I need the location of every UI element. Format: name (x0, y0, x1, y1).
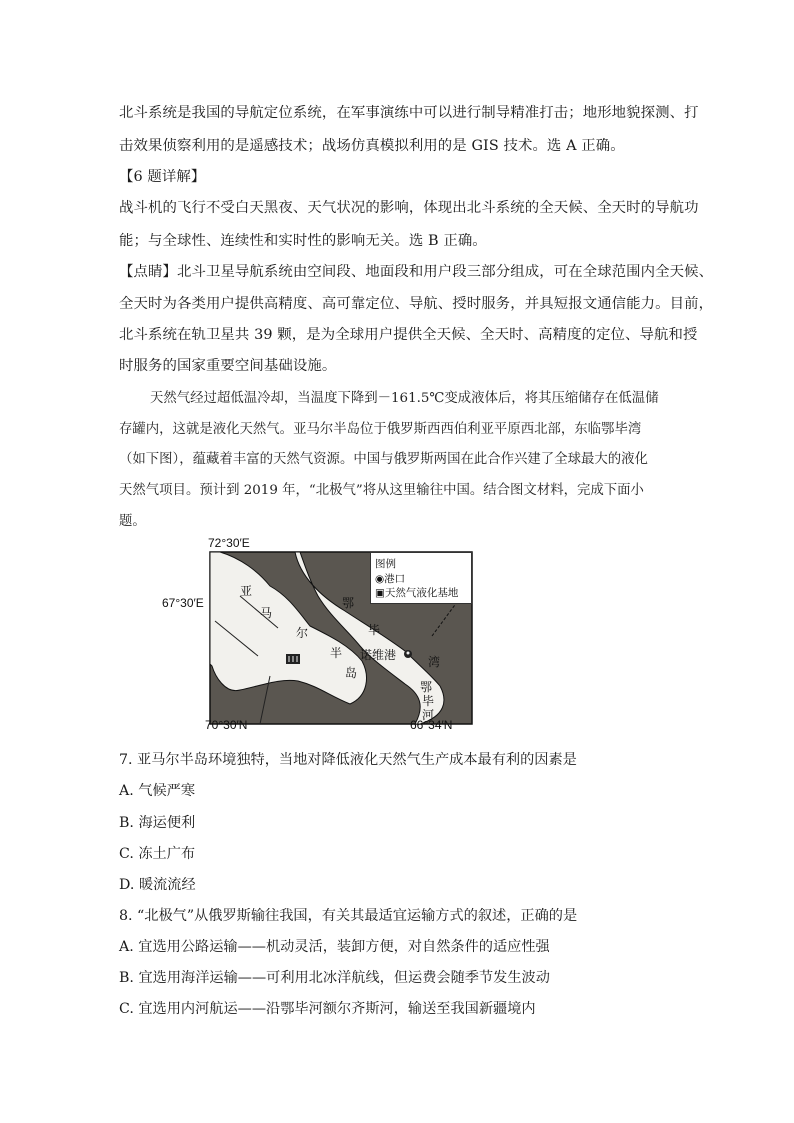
q8-stem: 8. “北极气”从俄罗斯输往我国，有关其最适宜运输方式的叙述，正确的是 (119, 908, 578, 924)
q8-option-a: A. 宜选用公路运输——机动灵活，装卸方便，对自然条件的适应性强 (119, 939, 550, 955)
port-icon: ◉ (375, 573, 385, 585)
para2-line2: 能；与全球性、连续性和实时性的影响无关。选 B 正确。 (119, 233, 487, 249)
note-line2: 全天时为各类用户提供高精度、高可靠定位、导航、授时服务，并具短报文通信能力。目前， (119, 296, 714, 312)
q7-option-d: D. 暖流流经 (119, 877, 196, 893)
legend-lng-row (375, 585, 458, 600)
passage-line4: 天然气项目。预计到 2019 年，“北极气”将从这里输往中国。结合图文材料，完成下面小 (119, 483, 644, 498)
q7-option-b: B. 海运便利 (119, 815, 196, 831)
note-line3: 北斗系统在轨卫星共 39 颗，是为全球用户提供全天候、全天时、高精度的定位、导航和授 (119, 327, 698, 343)
note-line4: 时服务的国家重要空间基础设施。 (119, 358, 337, 374)
passage-line1: 天然气经过超低温冷却，当温度下降到－161.5℃变成液体后，将其压缩储存在低温储 (150, 391, 659, 406)
bay-char: 鄂 (342, 596, 355, 610)
peninsula-char: 尔 (296, 626, 309, 640)
lon-label-left: 67°30′E (162, 596, 204, 610)
legend-port-row (375, 571, 405, 586)
legend-lng-label: 天然气液化基地 (384, 587, 459, 599)
q8-option-b: B. 宜选用海洋运输——可利用北冰洋航线，但运费会随季节发生波动 (119, 970, 550, 986)
river-char: 河 (422, 708, 435, 722)
bay-char: 毕 (368, 623, 381, 637)
peninsula-char: 马 (260, 606, 273, 620)
map-legend (370, 552, 472, 604)
para1-line2: 击效果侦察利用的是遥感技术；战场仿真模拟利用的是 GIS 技术。选 A 正确。 (119, 138, 625, 154)
lng-base-symbol (286, 654, 300, 664)
yamal-map (162, 536, 475, 740)
q7-option-a: A. 气候严寒 (119, 783, 196, 799)
bay-char: 湾 (428, 655, 441, 669)
legend-port-label: 港口 (384, 573, 406, 585)
q7-stem: 7. 亚马尔半岛环境独特，当地对降低液化天然气生产成本最有利的因素是 (119, 752, 577, 768)
lng-base-icon: ▣ (375, 587, 385, 599)
peninsula-char: 岛 (345, 666, 358, 680)
q8-option-c: C. 宜选用内河航运——沿鄂毕河额尔齐斯河，输送至我国新疆境内 (119, 1001, 536, 1017)
peninsula-char: 亚 (240, 584, 253, 598)
para1-line1: 北斗系统是我国的导航定位系统，在军事演练中可以进行制导精准打击；地形地貌探测、打 (119, 105, 699, 121)
peninsula-char: 半 (330, 646, 343, 660)
river-char: 毕 (422, 694, 435, 708)
note-text: 北斗卫星导航系统由空间段、地面段和用户段三部分组成，可在全球范围内全天候、 (176, 264, 714, 280)
passage-line2: 存罐内，这就是液化天然气。亚马尔半岛位于俄罗斯西西伯利亚平原西北部，东临鄂毕湾 (119, 422, 642, 437)
port-symbol (404, 650, 412, 658)
note-tag: 【点睛】 (119, 264, 177, 280)
lon-label-top: 72°30′E (208, 536, 250, 550)
port-label: 诺维港 (360, 648, 397, 662)
note-line1 (119, 260, 713, 281)
passage-line5: 题。 (119, 514, 146, 529)
legend-title: 图例 (375, 558, 396, 570)
q7-option-c: C. 冻土广布 (119, 846, 196, 862)
lat-label-bottom-right: 66°34′N (410, 718, 453, 732)
passage-line3: （如下图），蕴藏着丰富的天然气资源。中国与俄罗斯两国在此合作兴建了全球最大的液化 (119, 452, 648, 467)
lat-label-bottom: 70°30′N (205, 718, 248, 732)
q6-header: 【6 题详解】 (119, 169, 206, 185)
river-char: 鄂 (420, 680, 433, 694)
para2-line1: 战斗机的飞行不受白天黑夜、天气状况的影响，体现出北斗系统的全天候、全天时的导航功 (119, 200, 699, 216)
